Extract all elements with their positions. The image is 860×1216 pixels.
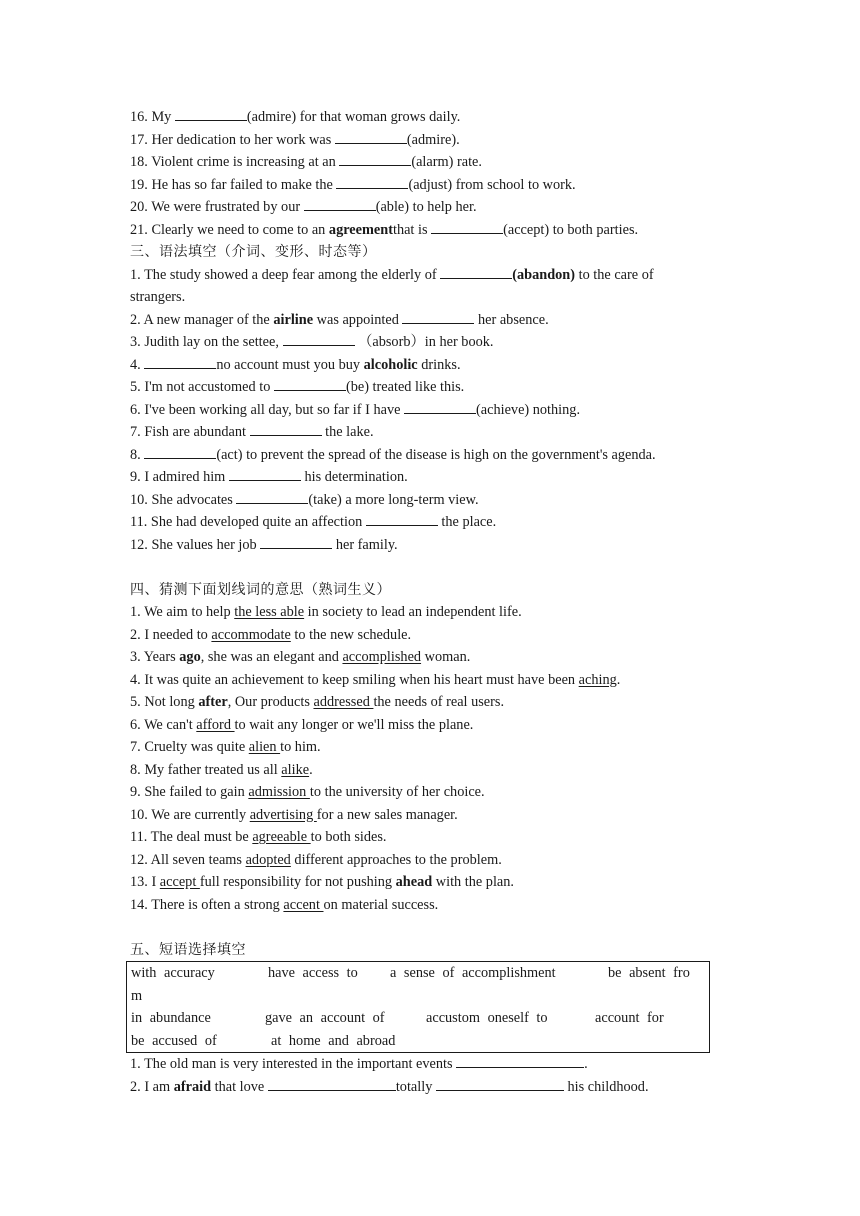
answer-blank[interactable] xyxy=(283,333,355,346)
answer-blank[interactable] xyxy=(336,176,408,189)
phrase-row xyxy=(131,1030,709,1053)
meaning-item-4: 4. It was quite an achievement to keep smiling when his heart must have been aching. xyxy=(130,671,621,688)
worksheet-page xyxy=(130,106,735,1098)
meaning-item-13: 13. I accept full responsibility for not pushing ahead with the plan. xyxy=(130,874,514,890)
section5-heading: 五、短语选择填空 xyxy=(130,941,246,958)
question-12: 12. She values her job her family. xyxy=(130,536,398,553)
answer-blank[interactable] xyxy=(436,1078,564,1091)
answer-blank[interactable] xyxy=(236,491,308,504)
answer-blank[interactable] xyxy=(144,356,216,369)
question-21: 21. Clearly we need to come to an agreementthat is (accept) to both parties. xyxy=(130,221,639,238)
phrase: account for xyxy=(595,1010,664,1026)
phrase-box xyxy=(126,961,710,1053)
question-10: 10. She advocates (take) a more long-term view. xyxy=(130,491,479,508)
question-6: 6. I've been working all day, but so far if I have (achieve) nothing. xyxy=(130,401,581,418)
question-2: 2. A new manager of the airline was appointed her absence. xyxy=(130,311,549,328)
answer-blank[interactable] xyxy=(229,468,301,481)
answer-blank[interactable] xyxy=(260,536,332,549)
question-1-continued: strangers. xyxy=(130,289,186,305)
question-16: 16. My (admire) for that woman grows daily. xyxy=(130,109,461,125)
phrase: m xyxy=(131,987,143,1004)
phrase: have access to xyxy=(268,965,358,981)
phrase: at home and abroad xyxy=(271,1032,396,1049)
spacer xyxy=(130,556,735,579)
phrase: accustom oneself to xyxy=(426,1010,548,1026)
section3 xyxy=(130,241,735,556)
meaning-item-8: 8. My father treated us all alike. xyxy=(130,761,313,778)
meaning-item-3: 3. Years ago, she was an elegant and accomplished woman. xyxy=(130,649,471,665)
section4-heading: 四、猜测下面划线词的意思（熟词生义） xyxy=(130,581,391,598)
answer-blank[interactable] xyxy=(402,311,474,324)
phrase-question-1: 1. The old man is very interested in the important events . xyxy=(130,1056,588,1072)
question-1: 1. The study showed a deep fear among the elderly of (abandon) to the care of xyxy=(130,266,654,283)
question-8: 8. (act) to prevent the spread of the disease is high on the government's agenda. xyxy=(130,446,656,463)
answer-blank[interactable] xyxy=(304,198,376,211)
answer-blank[interactable] xyxy=(175,108,247,121)
question-7: 7. Fish are abundant the lake. xyxy=(130,424,374,440)
answer-blank[interactable] xyxy=(440,266,512,279)
answer-blank[interactable] xyxy=(144,446,216,459)
phrase-row xyxy=(131,1007,709,1030)
answer-blank[interactable] xyxy=(274,378,346,391)
spacer xyxy=(130,916,735,939)
answer-blank[interactable] xyxy=(404,401,476,414)
meaning-item-10: 10. We are currently advertising for a new sales manager. xyxy=(130,806,458,823)
phrase: be absent fro xyxy=(608,965,690,981)
answer-blank[interactable] xyxy=(431,221,503,234)
question-9: 9. I admired him his determination. xyxy=(130,469,408,485)
section5 xyxy=(130,939,735,1099)
phrase: gave an account of xyxy=(265,1010,385,1026)
meaning-item-9: 9. She failed to gain admission to the university of her choice. xyxy=(130,784,485,800)
section2-tail xyxy=(130,106,735,241)
phrase: be accused of xyxy=(131,1032,217,1049)
question-11: 11. She had developed quite an affection the place. xyxy=(130,514,497,530)
section4 xyxy=(130,579,735,917)
answer-blank[interactable] xyxy=(268,1078,396,1091)
question-18: 18. Violent crime is increasing at an (alarm) rate. xyxy=(130,154,482,170)
question-19: 19. He has so far failed to make the (adjust) from school to work. xyxy=(130,176,576,193)
meaning-item-6: 6. We can't afford to wait any longer or we'll miss the plane. xyxy=(130,716,474,733)
section3-heading: 三、语法填空（介词、变形、时态等） xyxy=(130,244,377,260)
phrase: with accuracy xyxy=(131,965,215,981)
question-17: 17. Her dedication to her work was (admire). xyxy=(130,131,460,148)
phrase-question-2: 2. I am afraid that love totally his childhood. xyxy=(130,1078,649,1095)
meaning-item-1: 1. We aim to help the less able in society to lead an independent life. xyxy=(130,604,522,620)
meaning-item-2: 2. I needed to accommodate to the new schedule. xyxy=(130,626,412,643)
question-4: 4. no account must you buy alcoholic drinks. xyxy=(130,356,461,373)
meaning-item-11: 11. The deal must be agreeable to both sides. xyxy=(130,829,387,845)
answer-blank[interactable] xyxy=(335,131,407,144)
meaning-item-12: 12. All seven teams adopted different approaches to the problem. xyxy=(130,851,502,868)
meaning-item-7: 7. Cruelty was quite alien to him. xyxy=(130,739,321,755)
meaning-item-5: 5. Not long after, Our products addressed the needs of real users. xyxy=(130,694,505,710)
phrase-row xyxy=(131,985,709,1008)
phrase: in abundance xyxy=(131,1010,211,1026)
answer-blank[interactable] xyxy=(456,1055,584,1068)
question-5: 5. I'm not accustomed to (be) treated like this. xyxy=(130,379,465,395)
meaning-item-14: 14. There is often a strong accent on material success. xyxy=(130,896,439,913)
answer-blank[interactable] xyxy=(366,513,438,526)
phrase-row xyxy=(131,962,709,985)
answer-blank[interactable] xyxy=(339,153,411,166)
answer-blank[interactable] xyxy=(250,423,322,436)
question-20: 20. We were frustrated by our (able) to help her. xyxy=(130,199,477,215)
question-3: 3. Judith lay on the settee, （absorb）in her book. xyxy=(130,334,494,350)
phrase: a sense of accomplishment xyxy=(390,965,556,981)
